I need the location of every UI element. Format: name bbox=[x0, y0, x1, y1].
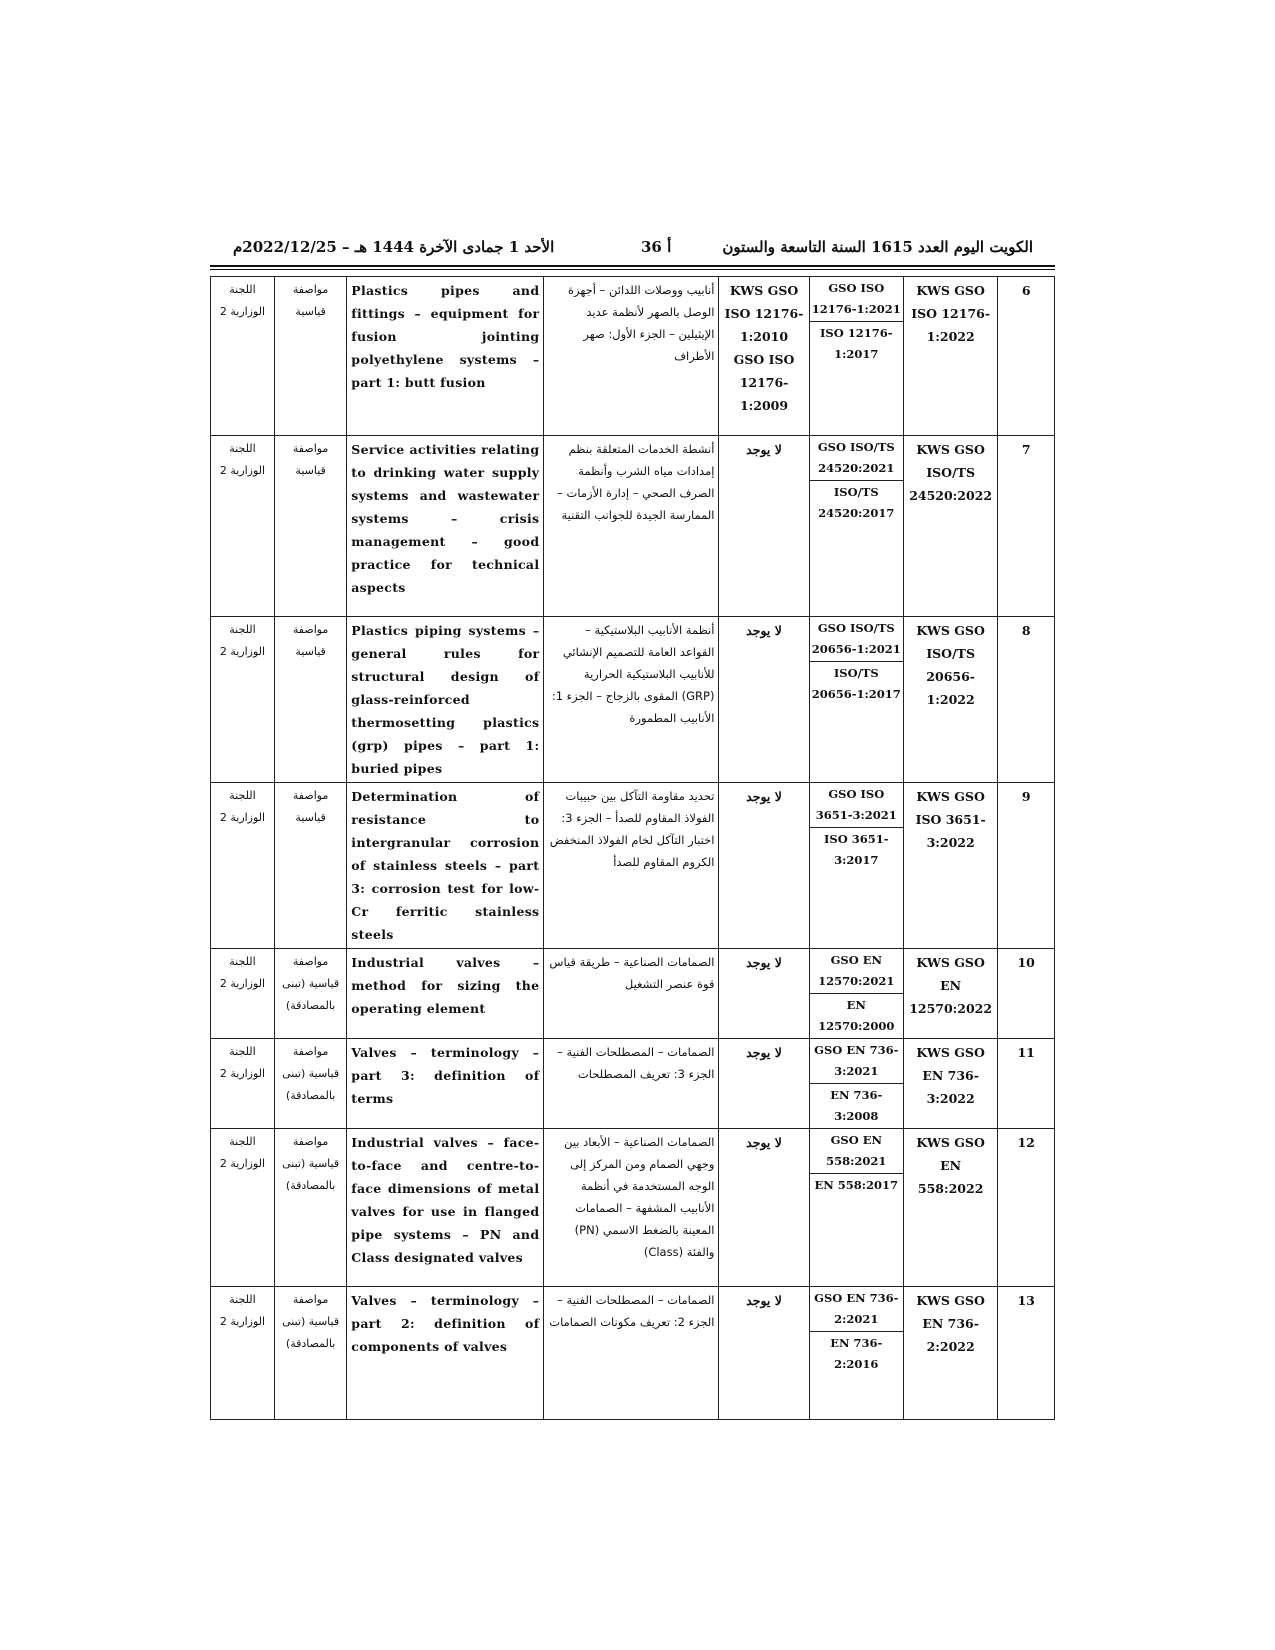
reference-standard: GSO ISO/TS 24520:2021 bbox=[817, 440, 895, 475]
type-cell: مواصفة قياسية bbox=[274, 783, 346, 949]
title-ar-cell: الصمامات الصناعية – طريقة قياس قوة عنصر التشغيل bbox=[544, 949, 719, 1039]
committee-cell: اللجنة الوزارية 2 bbox=[211, 1039, 275, 1129]
type-cell: مواصفة قياسية bbox=[274, 617, 346, 783]
reference-standard: GSO ISO 12176-1:2021 bbox=[811, 281, 901, 316]
row-number-cell: 10 bbox=[998, 949, 1055, 1039]
kws-number-cell: KWS GSO ISO/TS 24520:2022 bbox=[903, 436, 997, 617]
reference-standard: EN 558:2017 bbox=[810, 1173, 903, 1197]
title-ar-cell: الصمامات – المصطلحات الفنية – الجزء 2: تعريف مكونات الصمامات bbox=[544, 1287, 719, 1420]
title-ar-cell: أنظمة الأنابيب البلاستيكية – القواعد العامة للتصميم الإنشائي للأنابيب البلاستيكية الحرارية (GRP) المقوى بالزجاج – الجزء 1: الأنابيب المطمورة bbox=[544, 617, 719, 783]
table-row bbox=[211, 1039, 1055, 1129]
replaced-standard-cell: لا يوجد bbox=[719, 783, 809, 949]
reference-cell bbox=[809, 436, 903, 617]
type-cell: مواصفة قياسية (تبنى بالمصادقة) bbox=[274, 1129, 346, 1287]
page-header bbox=[233, 238, 1033, 264]
title-ar-cell: أنابيب ووصلات اللدائن – أجهزة الوصل بالصهر لأنظمة عديد الإيثيلين – الجزء الأول: صهر الأطراف bbox=[544, 277, 719, 436]
committee-cell: اللجنة الوزارية 2 bbox=[211, 1129, 275, 1287]
reference-standard: GSO ISO 3651-3:2021 bbox=[815, 787, 897, 822]
standards-table bbox=[210, 276, 1055, 1420]
header-date: الأحد 1 جمادى الآخرة 1444 هـ – 2022/12/25م bbox=[233, 238, 555, 256]
reference-cell bbox=[809, 277, 903, 436]
table-row bbox=[211, 617, 1055, 783]
replaced-standard-cell: لا يوجد bbox=[719, 617, 809, 783]
reference-standard: GSO EN 12570:2021 bbox=[818, 953, 895, 988]
title-en-cell: Plastics piping systems – general rules for structural design of glass-reinforced thermosetting plastics (grp) pipes – part 1: buried pipes bbox=[347, 617, 544, 783]
row-number-cell: 6 bbox=[998, 277, 1055, 436]
reference-cell bbox=[809, 1129, 903, 1287]
table-row bbox=[211, 436, 1055, 617]
reference-standard: ISO/TS 24520:2017 bbox=[810, 480, 903, 525]
reference-standard: EN 736-3:2008 bbox=[810, 1083, 903, 1128]
replaced-standard-cell: لا يوجد bbox=[719, 436, 809, 617]
table-row bbox=[211, 1287, 1055, 1420]
title-en-cell: Industrial valves – face-to-face and centre-to-face dimensions of metal valves for use in flanged pipe systems – PN and Class designated valves bbox=[347, 1129, 544, 1287]
replaced-standard-cell: KWS GSO ISO 12176-1:2010 GSO ISO 12176-1:2009 bbox=[719, 277, 809, 436]
table-row bbox=[211, 783, 1055, 949]
title-ar-cell: الصمامات الصناعية – الأبعاد بين وجهي الصمام ومن المركز إلى الوجه المستخدمة في أنظمة الأنابيب المشفهة – الصمامات المعينة بالضغط الاسمي (PN) والفئة (Class) bbox=[544, 1129, 719, 1287]
row-number-cell: 9 bbox=[998, 783, 1055, 949]
committee-cell: اللجنة الوزارية 2 bbox=[211, 277, 275, 436]
title-ar-cell: أنشطة الخدمات المتعلقة بنظم إمدادات مياه الشرب وأنظمة الصرف الصحي – إدارة الأزمات – الممارسة الجيدة للجوانب التقنية bbox=[544, 436, 719, 617]
reference-standard: ISO 12176-1:2017 bbox=[810, 321, 903, 366]
kws-number-cell: KWS GSO EN 736-3:2022 bbox=[903, 1039, 997, 1129]
title-en-cell: Determination of resistance to intergranular corrosion of stainless steels – part 3: corrosion test for low-Cr ferritic stainless steels bbox=[347, 783, 544, 949]
header-issue: الكويت اليوم العدد 1615 السنة التاسعة والستون bbox=[722, 238, 1033, 256]
type-cell: مواصفة قياسية (تبنى بالمصادقة) bbox=[274, 949, 346, 1039]
table-row bbox=[211, 1129, 1055, 1287]
committee-cell: اللجنة الوزارية 2 bbox=[211, 783, 275, 949]
row-number-cell: 13 bbox=[998, 1287, 1055, 1420]
reference-standard: ISO/TS 20656-1:2017 bbox=[810, 661, 903, 706]
reference-standard: GSO ISO/TS 20656-1:2021 bbox=[811, 621, 901, 656]
replaced-standard-cell: لا يوجد bbox=[719, 949, 809, 1039]
type-cell: مواصفة قياسية (تبنى بالمصادقة) bbox=[274, 1039, 346, 1129]
committee-cell: اللجنة الوزارية 2 bbox=[211, 1287, 275, 1420]
title-en-cell: Plastics pipes and fittings – equipment for fusion jointing polyethylene systems – part 1: butt fusion bbox=[347, 277, 544, 436]
reference-standard: ISO 3651-3:2017 bbox=[810, 827, 903, 872]
reference-standard: EN 736-2:2016 bbox=[810, 1331, 903, 1376]
committee-cell: اللجنة الوزارية 2 bbox=[211, 949, 275, 1039]
reference-standard: GSO EN 558:2021 bbox=[826, 1133, 887, 1168]
kws-number-cell: KWS GSO ISO 12176-1:2022 bbox=[903, 277, 997, 436]
replaced-standard-cell: لا يوجد bbox=[719, 1129, 809, 1287]
header-page-number: أ 36 bbox=[641, 238, 672, 256]
reference-standard: GSO EN 736-2:2021 bbox=[814, 1291, 899, 1326]
reference-standard: EN 12570:2000 bbox=[810, 993, 903, 1038]
header-rule-thin bbox=[210, 269, 1055, 270]
kws-number-cell: KWS GSO ISO/TS 20656-1:2022 bbox=[903, 617, 997, 783]
reference-cell bbox=[809, 1039, 903, 1129]
kws-number-cell: KWS GSO EN 736-2:2022 bbox=[903, 1287, 997, 1420]
type-cell: مواصفة قياسية bbox=[274, 436, 346, 617]
title-ar-cell: الصمامات – المصطلحات الفنية – الجزء 3: تعريف المصطلحات bbox=[544, 1039, 719, 1129]
row-number-cell: 11 bbox=[998, 1039, 1055, 1129]
row-number-cell: 8 bbox=[998, 617, 1055, 783]
replaced-standard-cell: لا يوجد bbox=[719, 1039, 809, 1129]
committee-cell: اللجنة الوزارية 2 bbox=[211, 436, 275, 617]
table-row bbox=[211, 277, 1055, 436]
table-row bbox=[211, 949, 1055, 1039]
reference-standard: GSO EN 736-3:2021 bbox=[814, 1043, 899, 1078]
reference-cell bbox=[809, 783, 903, 949]
reference-cell bbox=[809, 617, 903, 783]
header-rule bbox=[210, 265, 1055, 267]
reference-cell bbox=[809, 1287, 903, 1420]
reference-cell bbox=[809, 949, 903, 1039]
row-number-cell: 12 bbox=[998, 1129, 1055, 1287]
kws-number-cell: KWS GSO EN 558:2022 bbox=[903, 1129, 997, 1287]
row-number-cell: 7 bbox=[998, 436, 1055, 617]
type-cell: مواصفة قياسية bbox=[274, 277, 346, 436]
committee-cell: اللجنة الوزارية 2 bbox=[211, 617, 275, 783]
title-en-cell: Valves – terminology – part 2: definition of components of valves bbox=[347, 1287, 544, 1420]
replaced-standard-cell: لا يوجد bbox=[719, 1287, 809, 1420]
title-en-cell: Industrial valves – method for sizing the operating element bbox=[347, 949, 544, 1039]
kws-number-cell: KWS GSO ISO 3651-3:2022 bbox=[903, 783, 997, 949]
title-en-cell: Valves – terminology – part 3: definition of terms bbox=[347, 1039, 544, 1129]
kws-number-cell: KWS GSO EN 12570:2022 bbox=[903, 949, 997, 1039]
title-en-cell: Service activities relating to drinking water supply systems and wastewater systems – crisis management – good practice for technical aspects bbox=[347, 436, 544, 617]
title-ar-cell: تحديد مقاومة التآكل بين حبيبات الفولاذ المقاوم للصدأ – الجزء 3: اختبار التآكل لخام الفولاذ المنخفض الكروم المقاوم للصدأ bbox=[544, 783, 719, 949]
type-cell: مواصفة قياسية (تبنى بالمصادقة) bbox=[274, 1287, 346, 1420]
